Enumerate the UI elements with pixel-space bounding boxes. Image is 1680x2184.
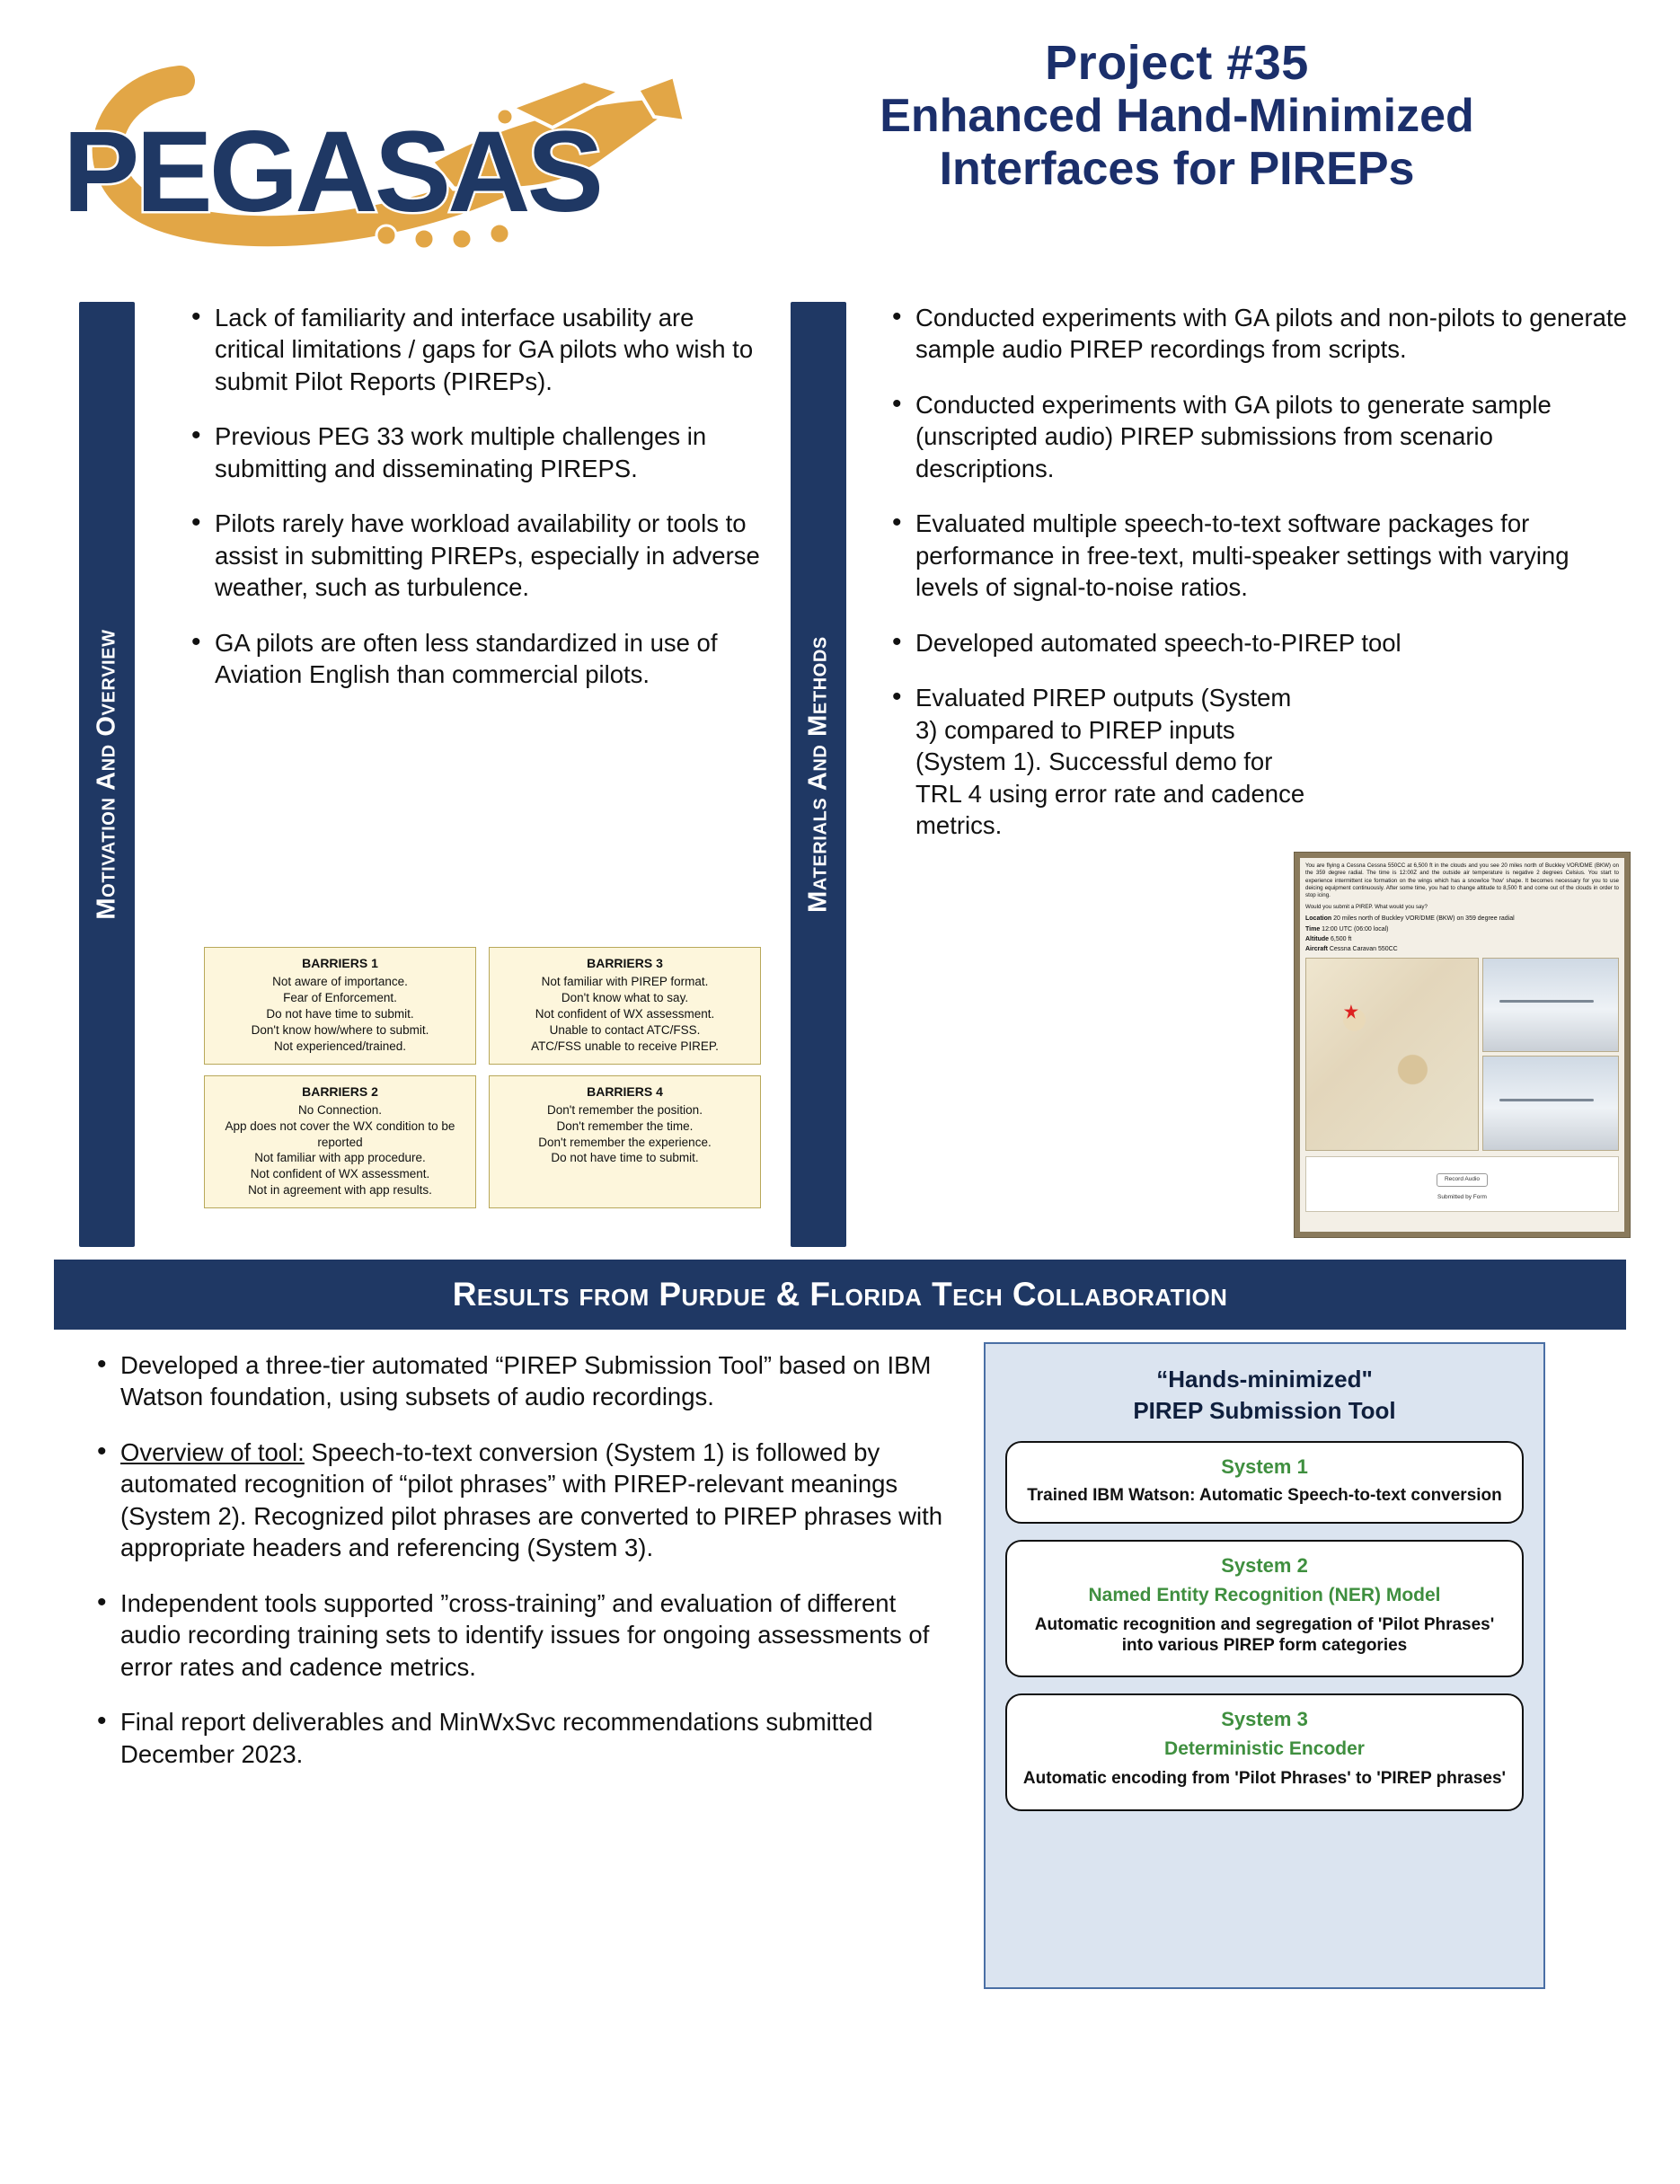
barriers-box-4 bbox=[489, 1075, 761, 1208]
list-item: • GA pilots are often less standardized in use of Aviation English than commercial pilots. bbox=[184, 627, 768, 691]
barriers-box-1-line-1: Not aware of importance. bbox=[272, 975, 408, 989]
barriers-box-3-line-1: Not familiar with PIREP format. bbox=[541, 975, 709, 989]
results-section bbox=[0, 1349, 1680, 2014]
list-item: • Final report deliverables and MinWxSvc recommendations submitted December 2023. bbox=[90, 1706, 952, 1770]
system-2-model: Named Entity Recognition (NER) Model bbox=[1088, 1585, 1441, 1606]
pirep-field-time-label: Time bbox=[1305, 925, 1321, 933]
title-line-3: Interfaces for PIREPs bbox=[939, 142, 1415, 195]
list-item: • Pilots rarely have workload availability or tools to assist in submitting PIREPs, especially in adverse weather, such as turbulence. bbox=[184, 508, 768, 603]
results-banner-title: Results from Purdue & Florida Tech Collaboration bbox=[452, 1276, 1228, 1313]
pirep-field-altitude bbox=[1305, 935, 1619, 943]
tool-panel-heading-1: “Hands-minimized" bbox=[1156, 1366, 1373, 1393]
section-tab-materials bbox=[791, 302, 846, 1247]
aircraft-photos bbox=[1482, 958, 1619, 1151]
pegasas-logo-icon bbox=[45, 27, 773, 287]
record-audio-button[interactable]: Record Audio bbox=[1437, 1173, 1488, 1187]
barriers-box-1-line-2: Fear of Enforcement. bbox=[283, 991, 397, 1005]
results-banner bbox=[54, 1260, 1626, 1330]
list-item: • Evaluated multiple speech-to-text software packages for performance in free-text, multi-speaker settings with varying levels of signal-to-noise ratios. bbox=[885, 508, 1631, 603]
section-tab-motivation bbox=[79, 302, 135, 1247]
pirep-field-altitude-value: 6,500 ft bbox=[1331, 936, 1352, 943]
poster-body bbox=[0, 302, 1680, 1254]
list-item: • Lack of familiarity and interface usability are critical limitations / gaps for GA pilots who wish to submit Pilot Reports (PIREPs). bbox=[184, 302, 768, 397]
barriers-box-2-line-4: Not confident of WX assessment. bbox=[250, 1167, 430, 1181]
barriers-box-1-title: BARRIERS 1 bbox=[302, 956, 378, 970]
pegasas-wordmark: PEGASAS bbox=[63, 108, 600, 236]
system-3-model: Deterministic Encoder bbox=[1164, 1738, 1365, 1760]
motivation-column bbox=[184, 302, 768, 1198]
record-audio-caption: Submitted by Form bbox=[1437, 1193, 1487, 1200]
barriers-box-3-line-2: Don't know what to say. bbox=[561, 991, 689, 1005]
barriers-box-1-line-5: Not experienced/trained. bbox=[273, 1039, 407, 1053]
barriers-box-3-title: BARRIERS 3 bbox=[587, 956, 663, 970]
materials-column bbox=[885, 302, 1631, 1200]
list-item: • Developed a three-tier automated “PIREP Submission Tool” based on IBM Watson foundation, using subsets of audio recordings. bbox=[90, 1349, 952, 1413]
barriers-grid bbox=[204, 947, 761, 1208]
barriers-box-2-line-5: Not in agreement with app results. bbox=[248, 1183, 432, 1198]
barriers-box-4-line-1: Don't remember the position. bbox=[547, 1103, 703, 1117]
system-2-name: System 2 bbox=[1221, 1554, 1308, 1578]
barriers-box-1 bbox=[204, 947, 476, 1065]
pirep-field-location-label: Location bbox=[1305, 915, 1332, 923]
system-1-name: System 1 bbox=[1221, 1455, 1308, 1478]
poster-header bbox=[0, 0, 1680, 296]
list-item: • Developed automated speech-to-PIREP tool bbox=[885, 627, 1631, 659]
pirep-field-location bbox=[1305, 915, 1619, 923]
barriers-box-2-title: BARRIERS 2 bbox=[302, 1083, 378, 1099]
title-line-2: Enhanced Hand-Minimized bbox=[880, 90, 1474, 143]
barriers-box-4-title: BARRIERS 4 bbox=[587, 1083, 663, 1099]
results-bullets bbox=[90, 1349, 952, 1793]
list-item: • Conducted experiments with GA pilots to generate sample (unscripted audio) PIREP submissions from scenario descriptions. bbox=[885, 389, 1631, 484]
barriers-box-4-line-3: Don't remember the experience. bbox=[538, 1135, 712, 1149]
barriers-box-4-line-4: Do not have time to submit. bbox=[551, 1151, 699, 1165]
results-bullet-list bbox=[90, 1349, 952, 1770]
pirep-form-paper bbox=[1300, 858, 1624, 1232]
barriers-box-1-line-4: Don't know how/where to submit. bbox=[251, 1022, 429, 1037]
results-bullet-2-underline: Overview of tool: bbox=[120, 1437, 305, 1466]
barriers-box-2-line-2: App does not cover the WX condition to be reported bbox=[225, 1119, 455, 1149]
system-1-description: Trained IBM Watson: Automatic Speech-to-text conversion bbox=[1027, 1486, 1502, 1505]
pirep-field-list bbox=[1305, 915, 1619, 954]
pirep-field-time-value: 12:00 UTC (06:00 local) bbox=[1322, 925, 1389, 933]
list-item: • Independent tools supported ”cross-training” and evaluation of different audio recording training sets to identify issues for ongoing assessments of error rates and cadence metrics. bbox=[90, 1587, 952, 1683]
system-3-name: System 3 bbox=[1221, 1708, 1308, 1731]
barriers-box-1-line-3: Do not have time to submit. bbox=[266, 1007, 414, 1021]
section-tab-materials-label: Materials And Methods bbox=[803, 636, 833, 913]
pirep-field-time bbox=[1305, 925, 1619, 933]
pirep-scenario-question: Would you submit a PIREP. What would you say? bbox=[1305, 903, 1428, 910]
pirep-screenshot-figure bbox=[1294, 852, 1631, 1238]
barriers-box-4-line-2: Don't remember the time. bbox=[556, 1119, 694, 1133]
pirep-figure-images bbox=[1305, 958, 1619, 1151]
title-line-1: Project #35 bbox=[1045, 36, 1309, 90]
list-item: • Conducted experiments with GA pilots and non-pilots to generate sample audio PIREP recordings from scripts. bbox=[885, 302, 1631, 366]
system-2-box bbox=[1005, 1540, 1524, 1677]
system-3-description: Automatic encoding from 'Pilot Phrases' to 'PIREP phrases' bbox=[1022, 1769, 1507, 1789]
pirep-scenario-text: You are flying a Cessna Cessna 550CC at 6,500 ft in the clouds and you see 20 miles north of Buckley VOR/DME (BKW) on the 359 degree radial. The time is 12:00Z and the outside air temperature is negative 2 degrees Celsius. You start to experience intermittent ice formation on the wings which has a snow/ice 'how' shape. It becomes necessary for you to use deicing equipment continuously. After some time, you had to change altitude to 8,500 ft and come out of the clouds in order to stop icing. bbox=[1305, 862, 1619, 899]
materials-bullet-list bbox=[885, 302, 1631, 842]
pirep-field-altitude-label: Altitude bbox=[1305, 936, 1330, 943]
barriers-box-2 bbox=[204, 1075, 476, 1208]
pegasas-logo bbox=[45, 27, 773, 287]
barriers-box-3 bbox=[489, 947, 761, 1065]
results-bullet-2-text: Speech-to-text conversion (System 1) is followed by automated recognition of “pilot phrases” with PIREP-relevant meanings (System 2). Recognized pilot phrases are converted to PIREP phrases with appropriate headers and referencing (System 3). bbox=[120, 1437, 943, 1562]
record-audio-panel bbox=[1305, 1156, 1619, 1212]
pirep-field-aircraft-label: Aircraft bbox=[1305, 946, 1328, 953]
barriers-box-3-line-4: Unable to contact ATC/FSS. bbox=[549, 1022, 701, 1037]
barriers-box-3-line-5: ATC/FSS unable to receive PIREP. bbox=[531, 1039, 719, 1053]
aircraft-photo-2 bbox=[1482, 1056, 1619, 1151]
barriers-box-3-line-3: Not confident of WX assessment. bbox=[535, 1007, 715, 1021]
pirep-field-aircraft-value: Cessna Caravan 550CC bbox=[1329, 946, 1398, 953]
system-2-description: Automatic recognition and segregation of 'Pilot Phrases' into various PIREP form categories bbox=[1034, 1615, 1495, 1655]
list-item: • Previous PEG 33 work multiple challenges in submitting and disseminating PIREPS. bbox=[184, 420, 768, 484]
barriers-box-2-line-3: Not familiar with app procedure. bbox=[254, 1151, 426, 1165]
poster-title bbox=[728, 36, 1626, 195]
system-1-box bbox=[1005, 1441, 1524, 1524]
tool-panel-heading-2: PIREP Submission Tool bbox=[1133, 1397, 1396, 1424]
aircraft-photo-1 bbox=[1482, 958, 1619, 1053]
section-tab-motivation-label: Motivation And Overview bbox=[92, 629, 121, 920]
motivation-bullet-list bbox=[184, 302, 768, 691]
barriers-box-2-line-1: No Connection. bbox=[297, 1103, 383, 1117]
list-item: • Evaluated PIREP outputs (System 3) compared to PIREP inputs (System 1). Successful demo for TRL 4 using error rate and cadence metrics. bbox=[885, 682, 1316, 841]
system-3-box bbox=[1005, 1693, 1524, 1810]
list-item bbox=[90, 1437, 952, 1564]
pirep-field-aircraft bbox=[1305, 945, 1619, 953]
sectional-chart-image bbox=[1305, 958, 1479, 1151]
pirep-field-location-value: 20 miles north of Buckley VOR/DME (BKW) on 359 degree radial bbox=[1333, 915, 1515, 923]
pirep-submission-tool-panel bbox=[984, 1342, 1545, 1989]
